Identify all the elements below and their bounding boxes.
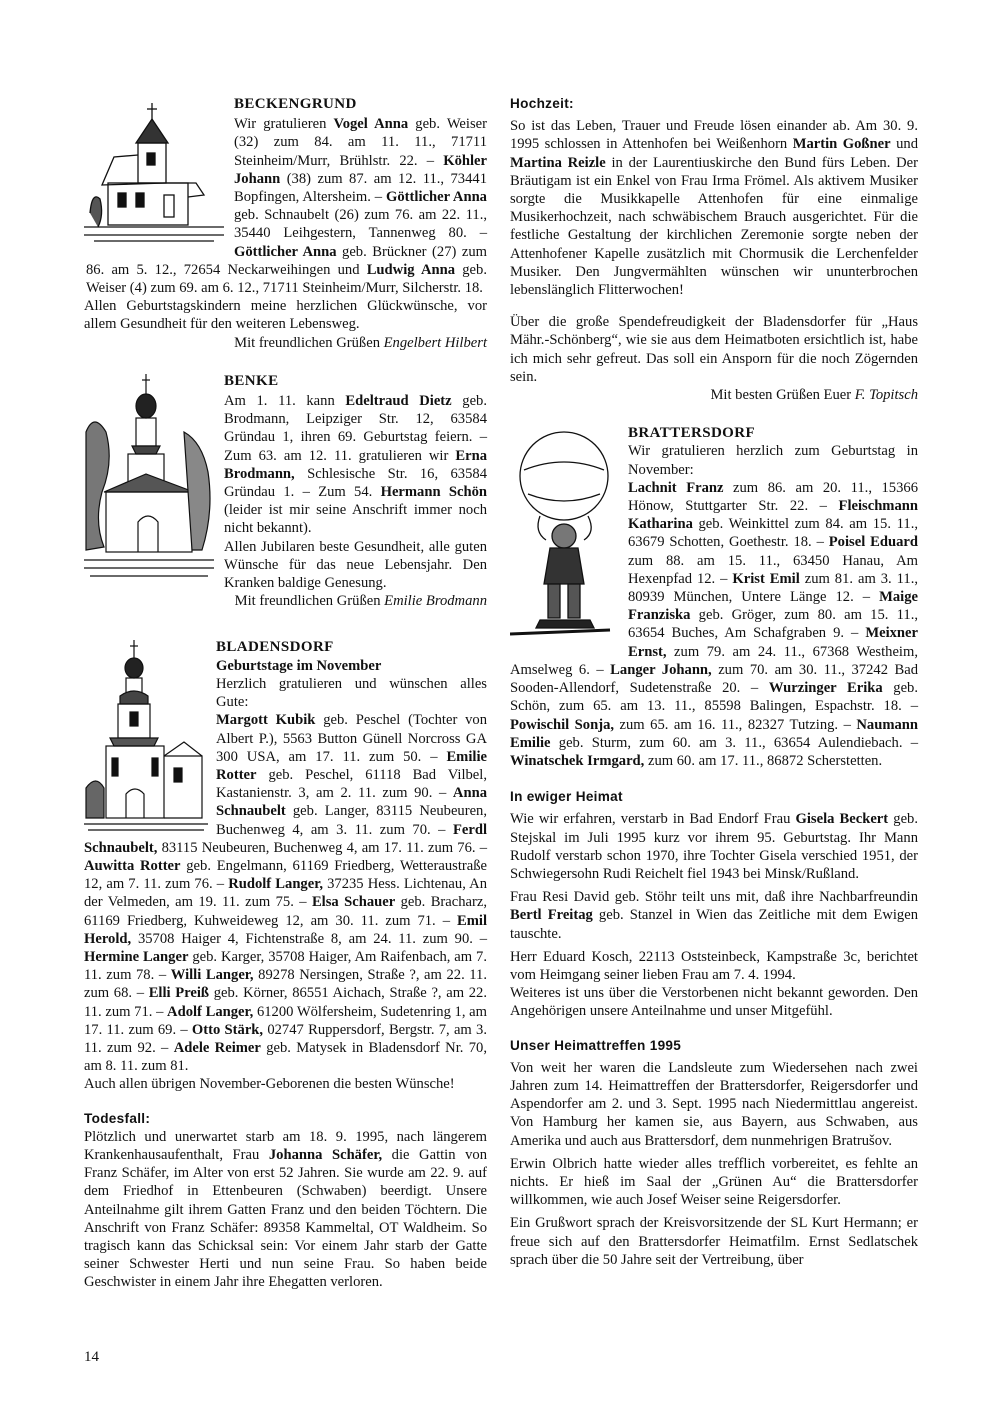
bladensdorf-intro: Herzlich gratulieren und wünschen alles Gute:	[216, 675, 487, 711]
bladensdorf-subtitle: Geburtstage im November	[216, 657, 382, 674]
section-beckengrund	[84, 95, 487, 352]
brattersdorf-intro: Wir gratulieren herzlich zum Geburtstag in November:	[628, 443, 918, 478]
brattersdorf-title: BRATTERSDORF	[628, 425, 756, 442]
todesfall-text: Plötzlich und unerwartet starb am 18. 9. 1995, nach längerem Krankenhausaufenthalt, Frau Johanna Schäfer, die Gattin von Franz Schäfer, im Alter von erst 52 Jahren. Sie wurde am 22. 9. auf dem Friedhof in Ettenbeuren (Schwaben) beerdigt. Unsere Anteilnahme gilt ihrem Gatten Franz und den beiden Töchtern. Die Anschrift von Franz Schäfer: 89358 Kammeltal, OT Waldheim. So tragisch kann das Schicksal sein: Vor einem Jahr starb der Gatte seiner Schwester Herti und nun seine Frau. So haben beide Geschwister in einem Jahr ihre Ehegatten verloren.	[84, 1128, 487, 1291]
heimattreffen-p1: Von weit her waren die Landsleute zum Wiedersehen nach zwei Jahren zum 14. Heimattreffen der Brattersdorfer, Reigersdorfer und Aspendorfer am 2. und 3. Sept. 1995 nach Niedermittlau angereist. Von Hamburg her kamen sie, aus Bayern, aus Schwaben, aus Amerika und auch aus Brattersdorf, dem nunmehrigen Bratrušov.	[510, 1059, 918, 1149]
section-hochzeit	[510, 95, 918, 404]
section-bladensdorf	[84, 638, 487, 1093]
heimattreffen-p3: Ein Grußwort sprach der Kreisvorsitzende der SL Kurt Hermann; er freue sich auf den Brattersdorfer Heimatfilm. Ernst Sedlatschek sprach über die 50 Jahre seit der Vertreibung, über	[510, 1215, 918, 1268]
brattersdorf-text: Lachnit Franz zum 86. am 20. 11., 15366 Hönow, Stuttgarter Str. 22. – Fleischmann Katharina geb. Weinkittel zum 84. am 15. 11., 63679 Schotten, Goethestr. 18. – Poisel Eduard zum 88. am 15. 11., 63450 Hanau, Am Hexenpfad 12. – Krist Emil zum 81. am 3. 11., 80939 München, Untere Länge 12. – Maige Franziska geb. Gröger, zum 80. am 15. 11., 63654 Buches, Am Schafgraben 9. – Meixner Ernst, zum 79. am 24. 11., 67368 Westheim, Amselweg 6. – Langer Johann, zum 70. am 30. 11., 37242 Bad Sooden-Allendorf, Sudetenstraße 20. – Wurzinger Erika geb. Schön, zum 65. am 13. 11., 85598 Balingen, Espachstr. 18. – Powischil Sonja, zum 65. am 16. 11., 82327 Tutzing. – Naumann Emilie geb. Sturm, zum 60. am 3. 11., 63654 Aulendiebach. – Winatschek Irmgard, zum 60. am 17. 11., 86872 Scherstetten.	[510, 479, 919, 769]
heimattreffen-title: Unser Heimattreffen 1995	[510, 1037, 682, 1053]
ewige-heimat-p3: Herr Eduard Kosch, 22113 Oststeinbeck, Kampstraße 3c, berichtet vom Heimgang seiner lieben Frau am 7. 4. 1994.	[510, 948, 918, 983]
benke-closing: Allen Jubilaren beste Gesundheit, alle guten Wünsche für das neue Lebensjahr. Den Kranken baldige Genesung.	[224, 538, 487, 592]
page-number: 14	[84, 1349, 99, 1365]
right-column	[510, 95, 918, 1269]
church-illustration-bladensdorf	[84, 638, 208, 834]
benke-title: BENKE	[224, 372, 279, 389]
bladensdorf-closing: Auch allen übrigen November-Geborenen die besten Wünsche!	[84, 1076, 455, 1093]
chapel-illustration-benke	[84, 372, 216, 582]
ewige-heimat-p4: Weiteres ist uns über die Verstorbenen nicht bekannt geworden. Den Angehörigen unsere Anteilnahme und unser Mitgefühl.	[510, 985, 918, 1020]
section-heimattreffen	[510, 1037, 918, 1269]
hochzeit-title: Hochzeit:	[510, 96, 574, 111]
heimattreffen-p2: Erwin Olbrich hatte wieder alles trefflich vorbereitet, es fehlte an nichts. Er hieß im Saal der „Grünen Au“ die Brattersdorfer willkommen, wie auch Josef Weiser seine Reigersdorfer.	[510, 1155, 918, 1209]
ewige-heimat-p1: Wie wir erfahren, verstarb in Bad Endorf Frau Gisela Beckert geb. Stejskal im Juli 1995 kurz vor ihrem 95. Geburtstag. Ihr Mann Rudolf verstarb schon 1970, ihre Tochter Gisela verschied 1951, der Schwiegersohn Rudi Reichelt fiel 1943 bei Minsk/Rußland.	[510, 811, 918, 882]
section-ewige-heimat	[510, 788, 918, 1020]
ewige-heimat-p2: Frau Resi David geb. Stöhr teilt uns mit, daß ihre Nachbarfreundin Bertl Freitag geb. Stanzel in Wien das Zeitliche mit dem Ewigen tauschte.	[510, 889, 918, 942]
left-column	[84, 95, 487, 1292]
beckengrund-title: BECKENGRUND	[234, 96, 357, 112]
benke-signature: Mit freundlichen Grüßen Emilie Brodmann	[234, 593, 487, 610]
hochzeit-spenden: Über die große Spendefreudigkeit der Bladensdorfer für „Haus Mähr.-Schönberg“, wie sie aus dem Heimatboten ersichtlich ist, habe ich mich sehr gefreut. Das soll ein Ansporn für die noch Zögernden sein.	[510, 314, 918, 385]
hochzeit-text: So ist das Leben, Trauer und Freude lösen einander ab. Am 30. 9. 1995 schlossen in Attenhofen bei Weißenhorn Martin Goßner und Martina Reizle in der Laurentiuskirche den Bund fürs Leben. Der Bräutigam ist ein Enkel von Frau Irma Frömel. Als aktivem Musiker sorgte die Musikkapelle Attenhofen für eine einmalige Musikerhochzeit, nach schwäbischem Brauch ausgerichtet. Für die festliche Gestaltung der kirchlichen Zeremonie sorgte neben der Attenhofener Kapelle zusätzlich mit Chormusik die Lerchenfelder Musiker. Den Jungvermählten wünschen wir ununterbrochen lebenslänglich Flitterwochen!	[510, 118, 918, 299]
todesfall-title: Todesfall:	[84, 1110, 151, 1126]
benke-text: Am 1. 11. kann Edeltraud Dietz geb. Brodmann, Leipziger Str. 12, 63584 Gründau 1, ihren 69. Geburtstag feiern. – Zum 63. am 12. 11. gratulieren wir Erna Brodmann, Schlesische Str. 16, 63584 Gründau 1. – Zum 54. Hermann Schön (leider ist mir seine Anschrift immer noch nicht bekannt).	[224, 393, 488, 537]
beckengrund-text: Wir gratulieren Vogel Anna geb. Weiser (32) zum 84. am 11. 11., 71711 Steinheim/Murr, Brühlstr. 22. – Köhler Johann (38) zum 87. am 12. 11., 73441 Bopfingen, Altersheim. – Göttlicher Anna geb. Schnaubelt (26) zum 76. am 22. 11., 35440 Leihgestern, Tannenweg 80. – Göttlicher Anna geb. Brückner (27) zum 86. am 5. 12., 72654 Neckarweihingen und Ludwig Anna geb. Weiser (4) zum 69. am 6. 12., 71711 Steinheim/Murr, Silcherstr. 18.	[86, 116, 487, 297]
ewige-heimat-title: In ewiger Heimat	[510, 789, 623, 805]
church-illustration-beckengrund	[84, 95, 226, 245]
hochzeit-signature: Mit besten Grüßen Euer F. Topitsch	[710, 387, 918, 404]
bladensdorf-title: BLADENSDORF	[216, 639, 334, 656]
bladensdorf-text: Margott Kubik geb. Peschel (Tochter von Albert P.), 5563 Button Günell Norcross GA 300 USA, am 17. 11. zum 50. – Emilie Rotter geb. Peschel, 61118 Bad Vilbel, Kastanienstr. 3, am 2. 11. zum 90. – Anna Schnaubelt geb. Langer, 83115 Neubeuren, Buchenweg 4, am 3. 11. zum 70. – Ferdl Schnaubelt, 83115 Neubeuren, Buchenweg 4, am 17. 11. zum 76. – Auwitta Rotter geb. Engelmann, 61169 Friedberg, Wetteraustraße 12, am 7. 11. zum 76. – Rudolf Langer, 37235 Hess. Lichtenau, An der Velmeden, am 19. 11. zum 75. – Elsa Schauer geb. Bracharz, 61169 Friedberg, Kuhweideweg 12, am 30. 11. zum 71. – Emil Herold, 35708 Haiger 4, Fichtenstraße 8, am 24. 11. zum 90. – Hermine Langer geb. Karger, 35708 Haiger, Am Raifenbach, am 7. 11. zum 78. – Willi Langer, 89278 Nersingen, Straße ?, am 22. 11. zum 68. – Elli Preiß geb. Körner, 86551 Aichach, Straße ?, am 22. 11. zum 71. – Adolf Langer, 61200 Wölfersheim, Sudetenring 1, am 17. 11. zum 69. – Otto Stärk, 02747 Ruppersdorf, Bergstr. 7, am 3. 11. zum 92. – Adele Reimer geb. Matysek in Bladensdorf Nr. 70, am 8. 11. zum 81.	[84, 712, 488, 1075]
beckengrund-signature: Mit freundlichen Grüßen Engelbert Hilbert	[234, 334, 487, 351]
atlas-statue-illustration	[510, 424, 620, 644]
section-brattersdorf	[510, 424, 918, 770]
section-todesfall	[84, 1110, 487, 1292]
section-benke	[84, 372, 487, 611]
beckengrund-closing: Allen Geburtstagskindern meine herzlichen Glückwünsche, vor allem Gesundheit für den weiteren Lebensweg.	[84, 298, 487, 333]
